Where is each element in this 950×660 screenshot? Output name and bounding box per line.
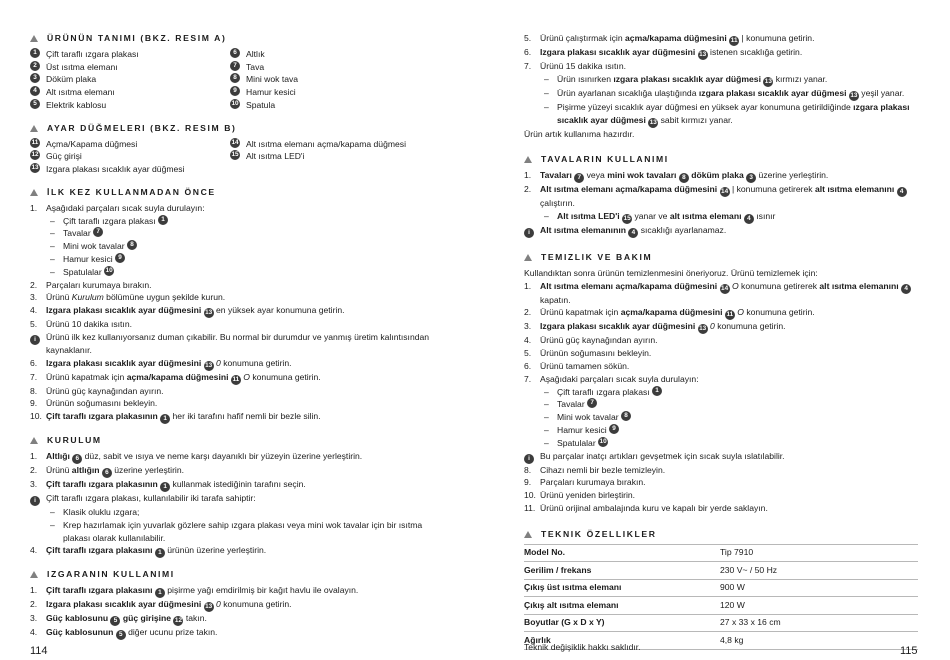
sub-item: – Mini wok tavalar 8: [524, 411, 924, 424]
number-badge: 13: [205, 361, 213, 369]
list-item: 10 Spatula: [231, 99, 276, 110]
ready-text: Ürün artık kullanıma hazırdır.: [524, 128, 635, 139]
number-badge: 9: [609, 424, 619, 434]
list-item: 11. Ürünü orijinal ambalajında kuru ve kapalı bir yerde saklayın.: [524, 502, 768, 513]
number-badge: 1: [160, 414, 170, 424]
number-badge: 3: [746, 173, 756, 183]
number-badge: 6: [72, 454, 82, 464]
number-badge: 4: [628, 228, 638, 238]
list-item: 3. Güç kablosunu 5 güç girişine 12 takın.: [30, 613, 207, 625]
sub-item: – Tavalar 7: [30, 227, 430, 240]
list-item: 5. Ürünün soğumasını bekleyin.: [524, 348, 652, 359]
list-item: 15 Alt ısıtma LED'i: [231, 151, 305, 162]
number-badge: 3: [30, 73, 40, 83]
number-badge: 11: [726, 311, 734, 319]
number-badge: 8: [230, 73, 240, 83]
list-item: 3. Çift taraflı ızgara plakasının 1 kullanmak istediğinin tarafını seçin.: [30, 478, 306, 490]
list-item: 1. Çift taraflı ızgara plakasını 1 pişirme yağı emdirilmiş bir kağıt havlu ile ovalayın.: [30, 585, 359, 597]
list-item: 8 Mini wok tava: [230, 73, 430, 86]
number-badge: 11: [31, 138, 39, 146]
number-badge: 13: [205, 603, 213, 611]
sub-item: – Tavalar 7: [524, 398, 924, 411]
list-item: 10. Ürünü yeniden birleştirin.: [524, 490, 636, 501]
spec-table: [524, 544, 918, 650]
note-item: i Bu parçalar inatçı artıkları gevşetmek için sıcak suyla ıslatılabilir.: [524, 450, 924, 464]
note-item: i Ürünü ilk kez kullanıyorsanız duman çıkabilir. Bu normal bir durumdur ve yanmış üretim kalıntısından kaynaklanır.: [30, 331, 430, 357]
list-item: 6. Ürünü tamamen sökün.: [524, 360, 630, 371]
table-row: Ağırlık 4,8 kg: [524, 632, 918, 650]
triangle-icon: [524, 531, 532, 538]
number-badge: 13: [649, 118, 657, 126]
table-row: Model No. Tip 7910: [524, 544, 918, 562]
number-badge: 12: [31, 151, 39, 159]
number-badge: 7: [587, 398, 597, 408]
number-badge: 1: [652, 386, 662, 396]
sub-item: – Krep hazırlamak için yuvarlak gözlere sahip ızgara plakası veya mini wok tavalar için bir ısıtma plakası olarak kullanılabilir.: [50, 519, 423, 543]
list-item: 3 Döküm plaka: [30, 73, 230, 86]
number-badge: 10: [105, 266, 113, 274]
number-badge: 4: [744, 214, 754, 224]
page-number-right: 115: [900, 645, 918, 657]
number-badge: 4: [897, 187, 907, 197]
list-item: 1 Çift taraflı ızgara plakası: [30, 48, 230, 61]
number-badge: 13: [205, 309, 213, 317]
triangle-icon: [524, 254, 532, 261]
number-badge: 5: [116, 630, 126, 640]
table-row: Çıkış alt ısıtma elemanı 120 W: [524, 597, 918, 615]
list-item: 5. Ürünü 10 dakika ısıtın.: [30, 319, 132, 330]
section-heading: AYAR DÜĞMELERI (BKZ. RESIM B): [30, 122, 430, 135]
sub-item: – Hamur kesici 9: [30, 253, 430, 266]
triangle-icon: [30, 189, 38, 196]
number-badge: 13: [764, 77, 772, 85]
list-item: 1. Alt ısıtma elemanı açma/kapama düğmesini 14 O konumuna getirerek alt ısıtma elemanını 4 kapatın.: [524, 280, 924, 307]
number-badge: 13: [31, 164, 39, 172]
list-item: 12 Güç girişi: [31, 151, 82, 162]
number-badge: 12: [174, 617, 183, 625]
number-badge: 11: [232, 375, 240, 383]
list-item: 7. Ürünü kapatmak için açma/kapama düğmesini 11 O konumuna getirin.: [30, 371, 321, 383]
number-badge: 9: [115, 253, 125, 263]
list-item: 2. Alt ısıtma elemanı açma/kapama düğmesini 14 | konumuna getirerek alt ısıtma elemanını 4 çalıştırın.: [524, 183, 924, 210]
number-badge: 1: [158, 215, 168, 225]
left-page: [30, 32, 430, 640]
list-item: 6 Altlık: [230, 48, 430, 61]
list-item: 2 Üst ısıtma elemanı: [30, 61, 230, 74]
sub-item: – Klasik oluklu ızgara;: [50, 506, 140, 517]
number-badge: 13: [699, 51, 707, 58]
number-badge: 7: [574, 173, 584, 183]
number-badge: 1: [30, 48, 40, 58]
section-heading: IZGARANIN KULLANIMI: [30, 568, 430, 581]
list-item: 8. Cihazı nemli bir bezle temizleyin.: [524, 464, 666, 475]
triangle-icon: [30, 35, 38, 42]
sub-item: – Çift taraflı ızgara plakası 1: [524, 386, 924, 399]
list-item: 3. Ürünü Kurulum bölümüne uygun şekilde kurun.: [30, 292, 226, 303]
list-item: 5. Ürünü çalıştırmak için açma/kapama düğmesini 11 | konumuna getirin.: [524, 33, 815, 44]
sub-item: – Ürün ayarlanan sıcaklığa ulaştığında ızgara plakası sıcaklık ayar düğmesi 13 yeşil yanar.: [544, 87, 905, 99]
list-item: 2. Parçaları kurumaya bırakın.: [30, 279, 152, 290]
number-badge: 14: [721, 188, 729, 196]
list-item: 14 Alt ısıtma elemanı açma/kapama düğmesi: [231, 138, 407, 149]
number-badge: 1: [155, 588, 165, 598]
list-item: 7. Ürünü 15 dakika ısıtın.: [524, 61, 626, 71]
number-badge: 11: [730, 37, 738, 44]
section-heading: İLK KEZ KULLANMADAN ÖNCE: [30, 186, 430, 199]
number-badge: 1: [160, 482, 170, 492]
triangle-icon: [30, 437, 38, 444]
sub-item: – Çift taraflı ızgara plakası 1: [30, 215, 430, 228]
triangle-icon: [30, 125, 38, 132]
number-badge: 7: [230, 61, 240, 71]
info-icon: i: [30, 335, 40, 345]
footer-note: Teknik değişiklik hakkı saklıdır.: [524, 642, 641, 652]
list-item: 5 Elektrik kablosu: [30, 99, 230, 112]
number-badge: 2: [30, 61, 40, 71]
number-badge: 15: [231, 151, 239, 159]
list-item: 4 Alt ısıtma elemanı: [30, 86, 230, 99]
list-item: 4. Çift taraflı ızgara plakasını 1 ürünün üzerine yerleştirin.: [30, 545, 267, 557]
number-badge: 14: [231, 138, 239, 146]
section-heading: KURULUM: [30, 434, 430, 447]
list-item: 4. Ürünü güç kaynağından ayırın.: [524, 335, 658, 346]
list-item: 9. Ürünün soğumasını bekleyin.: [30, 398, 158, 409]
list-item: 6. Izgara plakası sıcaklık ayar düğmesini 13 0 konumuna getirin.: [30, 357, 292, 369]
number-badge: 4: [901, 284, 911, 294]
sub-item: – Spatulalar 10: [50, 266, 113, 277]
triangle-icon: [524, 156, 532, 163]
section-heading: ÜRÜNÜN TANIMI (BKZ. RESIM A): [30, 32, 430, 45]
number-badge: 15: [623, 214, 631, 222]
list-item: 1. Aşağıdaki parçaları sıcak suyla durulayın:: [30, 202, 205, 213]
list-item: 3. Izgara plakası sıcaklık ayar düğmesini 13 0 konumuna getirin.: [524, 321, 786, 333]
table-row: Boyutlar (G x D x Y) 27 x 33 x 16 cm: [524, 614, 918, 632]
number-badge: 8: [679, 173, 689, 183]
list-item: 9 Hamur kesici: [230, 86, 430, 99]
number-badge: 5: [30, 99, 40, 109]
parts-list: [30, 48, 430, 112]
note-item: i Çift taraflı ızgara plakası, kullanılabilir iki tarafa sahiptir:: [30, 492, 430, 506]
right-page: [524, 32, 924, 650]
list-item: 9. Parçaları kurumaya bırakın.: [524, 477, 646, 488]
controls-list: [30, 138, 430, 176]
list-item: 8. Ürünü güç kaynağından ayırın.: [30, 385, 164, 396]
list-item: 4. Izgara plakası sıcaklık ayar düğmesini 13 en yüksek ayar konumuna getirin.: [30, 305, 345, 317]
list-item: 7 Tava: [230, 61, 430, 74]
number-badge: 1: [155, 548, 165, 558]
number-badge: 4: [30, 86, 40, 96]
sub-item: – Alt ısıtma LED'i 15 yanar ve alt ısıtma elemanı 4 ısınır: [544, 210, 776, 222]
note-item: i Alt ısıtma elemanının 4 sıcaklığı ayarlanamaz.: [524, 224, 924, 238]
list-item: 2. Izgara plakası sıcaklık ayar düğmesini 13 0 konumuna getirin.: [30, 599, 292, 611]
number-badge: 5: [110, 616, 120, 626]
sub-item: – Spatulalar 10: [544, 437, 607, 448]
section-heading: TEKNIK ÖZELLIKLER: [524, 528, 924, 541]
list-item: 6. Izgara plakası sıcaklık ayar düğmesini 13 istenen sıcaklığa getirin.: [524, 47, 803, 58]
sub-item: – Hamur kesici 9: [524, 424, 924, 437]
list-item: 4. Güç kablosunun 5 diğer ucunu prize takın.: [30, 627, 218, 639]
number-badge: 14: [721, 284, 729, 292]
page-number-left: 114: [30, 645, 48, 657]
number-badge: 9: [230, 86, 240, 96]
number-badge: 10: [231, 99, 239, 107]
list-item: 10. Çift taraflı ızgara plakasının 1 her iki tarafını hafif nemli bir bezle silin.: [30, 411, 321, 423]
list-item: 2. Ürünü kapatmak için açma/kapama düğmesini 11 O konumuna getirin.: [524, 307, 815, 319]
sub-item: – Mini wok tavalar 8: [30, 240, 430, 253]
number-badge: 6: [230, 48, 240, 58]
info-icon: i: [30, 496, 40, 506]
list-item: 11 Açma/Kapama düğmesi: [31, 138, 138, 149]
info-icon: i: [524, 228, 534, 238]
section-heading: TAVALARIN KULLANIMI: [524, 153, 924, 166]
number-badge: 8: [127, 240, 137, 250]
number-badge: 8: [621, 411, 631, 421]
intro-text: Kullandıktan sonra ürünün temizlenmesini öneriyoruz. Ürünü temizlemek için:: [524, 267, 818, 278]
list-item: 13 Izgara plakası sıcaklık ayar düğmesi: [31, 164, 185, 175]
triangle-icon: [30, 571, 38, 578]
list-item: 2. Ürünü altlığın 6 üzerine yerleştirin.: [30, 464, 185, 476]
number-badge: 6: [102, 468, 112, 478]
section-heading: TEMIZLIK VE BAKIM: [524, 251, 924, 264]
table-row: Gerilim / frekans 230 V~ / 50 Hz: [524, 562, 918, 580]
list-item: 7. Aşağıdaki parçaları sıcak suyla durulayın:: [524, 373, 699, 384]
list-item: 1. Tavaları 7 veya mini wok tavaları 8 döküm plaka 3 üzerine yerleştirin.: [524, 170, 829, 182]
number-badge: 10: [599, 437, 607, 445]
table-row: Çıkış üst ısıtma elemanı 900 W: [524, 579, 918, 597]
list-item: 1. Altlığı 6 düz, sabit ve ısıya ve neme karşı dayanıklı bir yüzeyin üzerine yerleştirin.: [30, 450, 363, 462]
number-badge: 13: [850, 91, 858, 99]
sub-item: – Pişirme yüzeyi sıcaklık ayar düğmesi en yüksek ayar konumuna getirildiğinde ızgara plakası sıcaklık ayar düğmesi 13 sabit kırmızı yanar.: [544, 101, 910, 126]
number-badge: 13: [699, 325, 707, 333]
info-icon: i: [524, 454, 534, 464]
number-badge: 7: [93, 227, 103, 237]
sub-item: – Ürün ısınırken ızgara plakası sıcaklık ayar düğmesi 13 kırmızı yanar.: [544, 73, 828, 85]
